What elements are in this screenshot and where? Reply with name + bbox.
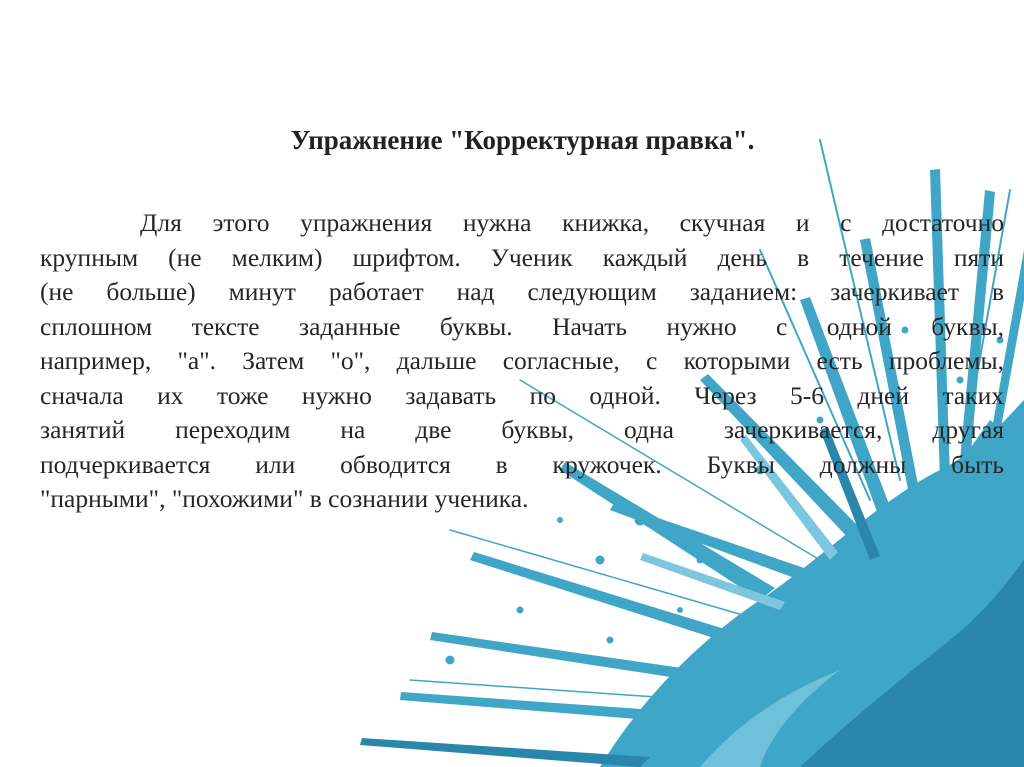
- paragraph-line: например, "а". Затем "о", дальше согласные, с которыми есть проблемы,: [40, 346, 1004, 375]
- paragraph-line: сплошном тексте заданные буквы. Начать нужно с одной буквы,: [40, 311, 1004, 341]
- slide-title: Упражнение "Корректурная правка".: [290, 125, 755, 155]
- exercise-description: [40, 206, 1004, 517]
- paragraph-line: (не больше) минут работает над следующим заданием: зачеркивает в: [40, 277, 1004, 306]
- paragraph-line: подчеркивается или обводится в кружочек. Буквы должны быть: [40, 449, 1004, 479]
- paragraph-line: крупным (не мелким) шрифтом. Ученик каждый день в течение пяти: [40, 242, 1004, 272]
- paragraph-line: Для этого упражнения нужна книжка, скучная и с достаточно: [140, 208, 1004, 237]
- paragraph-line: занятий переходим на две буквы, одна зачеркивается, другая: [40, 415, 1004, 444]
- paragraph-line: "парными", "похожими" в сознании ученика.: [40, 484, 529, 513]
- paragraph-line: сначала их тоже нужно задавать по одной. Через 5-6 дней таких: [40, 380, 1004, 410]
